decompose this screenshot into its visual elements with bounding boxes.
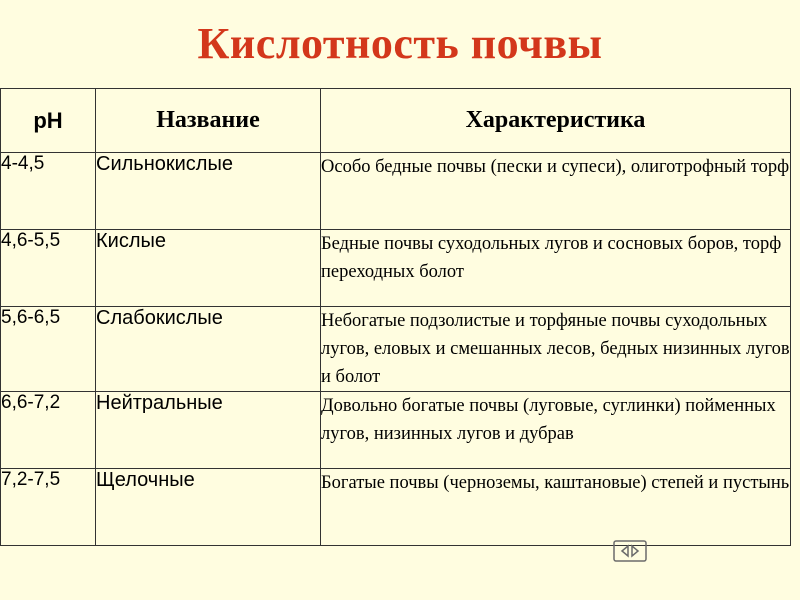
soil-name-cell: Щелочные — [96, 469, 321, 546]
header-name: Название — [96, 89, 321, 153]
table-row — [1, 469, 791, 546]
soil-name-cell: Сильнокислые — [96, 153, 321, 230]
soil-description-cell: Довольно богатые почвы (луговые, суглинки) пойменных лугов, низинных лугов и дубрав — [321, 392, 791, 469]
acidity-table — [0, 88, 791, 546]
table-row — [1, 392, 791, 469]
soil-name-cell: Слабокислые — [96, 307, 321, 392]
soil-description-cell: Бедные почвы суходольных лугов и сосновых боров, торф переходных болот — [321, 230, 791, 307]
ph-range-cell: 5,6-6,5 — [1, 307, 96, 392]
ph-range-cell: 4,6-5,5 — [1, 230, 96, 307]
table-row — [1, 153, 791, 230]
soil-description-cell: Особо бедные почвы (пески и супеси), олиготрофный торф — [321, 153, 791, 230]
table-row — [1, 230, 791, 307]
ph-range-cell: 6,6-7,2 — [1, 392, 96, 469]
page-title: Кислотность почвы — [197, 19, 603, 68]
soil-name-cell: Нейтральные — [96, 392, 321, 469]
header-description: Характеристика — [321, 89, 791, 153]
soil-description-cell: Небогатые подзолистые и торфяные почвы суходольных лугов, еловых и смешанных лесов, бедных низинных лугов и болот — [321, 307, 791, 392]
ph-range-cell: 7,2-7,5 — [1, 469, 96, 546]
table-header-row — [1, 89, 791, 153]
table-row — [1, 307, 791, 392]
slide-nav-icon[interactable] — [613, 538, 647, 564]
ph-range-cell: 4-4,5 — [1, 153, 96, 230]
header-ph: pH — [1, 89, 96, 153]
soil-description-cell: Богатые почвы (черноземы, каштановые) степей и пустынь — [321, 469, 791, 546]
soil-name-cell: Кислые — [96, 230, 321, 307]
